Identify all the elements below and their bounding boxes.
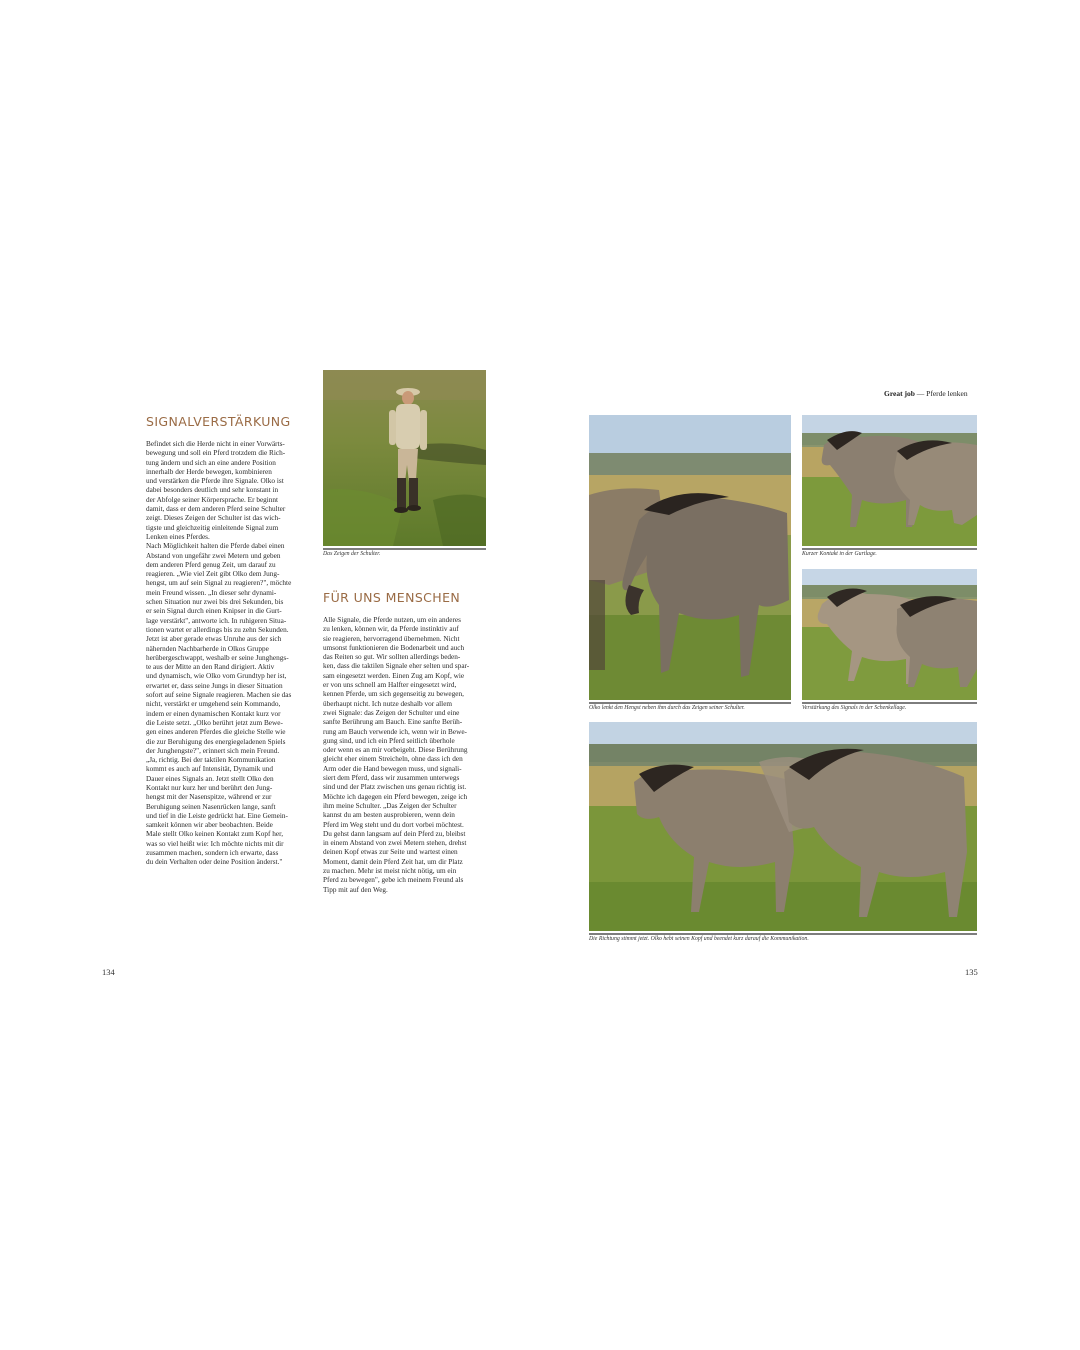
page-number-left: 134 xyxy=(102,967,115,977)
photo-signal-reinforcement xyxy=(802,569,977,700)
photo-caption: Das Zeigen der Schulter. xyxy=(323,551,381,557)
body-text-line: Nach Möglichkeit halten die Pferde dabei einen xyxy=(146,542,285,551)
body-text-line: kennen Pferde, um sich gegenseitig zu bewegen, xyxy=(323,690,464,699)
body-text-line: nicht, verstärkt er umgehend sein Kommando, xyxy=(146,700,281,709)
body-text-line: sanfte Berührung am Bauch. Eine sanfte Berüh- xyxy=(323,718,463,727)
body-text-line: Beruhigung seinen Nasenrücken lange, sanft xyxy=(146,802,276,811)
body-text-line: erwartet er, dass seine Jungs in dieser Situation xyxy=(146,681,283,690)
body-text-line: gleicht eher einem Streicheln, ohne dass ich den xyxy=(323,755,463,764)
body-text-line: Pferd im Weg steht und du dort vorbei möchtest. xyxy=(323,820,464,829)
body-text-line: die Leiste setzt. „Olko berührt jetzt zum Bewe- xyxy=(146,718,283,727)
body-text-line: er sein Signal durch einen Knipser in die Gurt- xyxy=(146,607,282,616)
body-text-line: das Reiten so gut. Wir sollten allerdings beden- xyxy=(323,653,461,662)
body-text-line: gung sind, und ich ein Pferd seitlich überhole xyxy=(323,736,455,745)
body-text-line: was so viel heißt wie: Ich möchte nichts mit dir xyxy=(146,839,284,848)
body-text-line: Tipp mit auf den Weg. xyxy=(323,885,388,894)
body-text-line: Du gehst dann langsam auf dein Pferd zu, bleibst xyxy=(323,829,466,838)
body-text-line: zwei Signale: das Zeigen der Schulter und eine xyxy=(323,708,460,717)
body-text-line: reagieren. „Wie viel Zeit gibt Olko dem Jung- xyxy=(146,570,280,579)
body-text-line: te aus der Mitte an den Rand dirigiert. Aktiv xyxy=(146,663,275,672)
body-text-line: er von uns schnell am Halfter eingesetzt wird, xyxy=(323,681,457,690)
body-text-line: herübergeschwappt, weshalb er seine Junghengs- xyxy=(146,653,289,662)
body-text-line: hengst, um auf sein Signal zu reagieren?", möchte xyxy=(146,579,292,588)
body-text-line: Moment, damit dein Pferd Zeit hat, um dir Platz xyxy=(323,857,463,866)
body-text-line: schen Situation nur zwei bis drei Sekunden, bis xyxy=(146,598,284,607)
section-heading-fuer-uns-menschen: FÜR UNS MENSCHEN xyxy=(323,590,461,605)
caption-rule xyxy=(323,548,486,550)
body-text-line: Möchte ich dagegen ein Pferd bewegen, zeige ich xyxy=(323,792,468,801)
body-text-line: tionen wartet er allerdings bis zu zehn Sekunden. xyxy=(146,625,289,634)
section-heading-signalverstaerkung: SIGNALVERSTÄRKUNG xyxy=(146,414,291,429)
body-text-line: ihm meine Schulter. „Das Zeigen der Schulter xyxy=(323,801,457,810)
caption-rule xyxy=(589,933,977,935)
body-text-line: die zur Beruhigung des energiegeladenen Spiels xyxy=(146,737,286,746)
body-text-line: und tief in die Leiste gedrückt hat. Eine Gemein- xyxy=(146,811,288,820)
running-head-title: Great job xyxy=(884,389,915,398)
body-text-line: tung ändern und sich an eine andere Position xyxy=(146,458,276,467)
body-text-line: überhaupt nicht. Ich nutze deshalb vor allem xyxy=(323,699,453,708)
body-text-line: mein Freund wissen. „In dieser sehr dynami- xyxy=(146,588,277,597)
body-text-line: Kontakt nur kurz her und berührt den Jung- xyxy=(146,783,273,792)
running-head-separator: — xyxy=(916,389,925,398)
body-text-line: in einem Abstand von zwei Metern stehen, drehst xyxy=(323,839,467,848)
body-text-line: oder wenn es an mir vorbeigeht. Diese Berührung xyxy=(323,746,468,755)
body-text-line: innerhalb der Herde bewegen, kombinieren xyxy=(146,467,272,476)
body-text-line: umsonst funktionieren die Bodenarbeit und auch xyxy=(323,643,465,652)
photo-contact-girth xyxy=(802,415,977,546)
body-text-line: Male stellt Olko keinen Kontakt zum Kopf her, xyxy=(146,830,284,839)
body-column-2 xyxy=(323,616,491,895)
body-text-line: lage verstärkt", antworte ich. In ruhigeren Situa- xyxy=(146,616,287,625)
caption-large-photo: Olko lenkt den Hengst neben ihm durch das Zeigen seiner Schulter. xyxy=(589,705,745,711)
body-text-line: sind und der Platz zwischen uns genau richtig ist. xyxy=(323,783,467,792)
body-text-line: zeigt. Dieses Zeigen der Schulter ist das wich- xyxy=(146,514,281,523)
caption-rule xyxy=(802,702,977,704)
body-text-line: Abstand von ungefähr zwei Metern und geben xyxy=(146,551,281,560)
body-text-line: Arm oder die Hand bewegen muss, und signali- xyxy=(323,764,462,773)
body-text-line: Dauer eines Signals an. Jetzt stellt Olko den xyxy=(146,774,274,783)
body-column-1 xyxy=(146,440,314,868)
page-number-right: 135 xyxy=(965,967,978,977)
body-text-line: der Abfolge seiner Körpersprache. Er beginnt xyxy=(146,495,279,504)
body-text-line: nähernden Nachbarherde in Olkos Gruppe xyxy=(146,644,269,653)
caption-mid-right-photo: Verstärkung des Signals in der Schenkellage. xyxy=(802,705,907,711)
body-text-line: Befindet sich die Herde nicht in einer Vorwärts- xyxy=(146,440,285,448)
caption-rule xyxy=(589,702,791,704)
body-text-line: indem er einen dynamischen Kontakt kurz vor xyxy=(146,709,281,718)
running-head xyxy=(884,389,968,398)
body-text-line: sie reagieren, hervorragend übernehmen. Nicht xyxy=(323,634,460,643)
caption-bottom-photo: Die Richtung stimmt jetzt. Olko hebt seinen Kopf und beendet kurz darauf die Kommunikation. xyxy=(589,936,809,942)
body-text-line: sofort auf seine Signale reagieren. Machen sie das xyxy=(146,691,292,700)
body-text-line: und dynamisch, wie Olko vom Grundtyp her ist, xyxy=(146,672,287,681)
photo-direction-correct xyxy=(589,722,977,931)
body-text-line: dem anderen Pferd genug Zeit, um darauf zu xyxy=(146,560,276,569)
body-text-line: Jetzt ist aber gerade etwas Unruhe aus der sich xyxy=(146,635,282,644)
running-head-chapter: Pferde lenken xyxy=(926,389,968,398)
body-text-line: kommt es auch auf Intensität, Dynamik und xyxy=(146,765,274,774)
caption-rule xyxy=(802,548,977,550)
body-text-line: sam eingesetzt werden. Einen Zug am Kopf, wie xyxy=(323,671,465,680)
photo-man-showing-shoulder xyxy=(323,370,486,546)
body-text-line: hengst mit der Nasenspitze, während er zur xyxy=(146,793,272,802)
body-text-line: kannst du am besten ausprobieren, wenn dein xyxy=(323,811,455,820)
body-text-line: Lenken eines Pferdes. xyxy=(146,532,210,541)
body-text-line: samkeit können wir aber beobachten. Beide xyxy=(146,821,273,830)
body-text-line: Alle Signale, die Pferde nutzen, um ein anderes xyxy=(323,616,461,624)
body-text-line: zu lenken, können wir, da Pferde instinktiv auf xyxy=(323,625,459,634)
body-text-line: deinen Kopf etwas zur Seite und wartest einen xyxy=(323,848,458,857)
body-text-line: dabei besonders deutlich und sehr konstant in xyxy=(146,486,279,495)
body-text-line: zusammen machen, sondern ich erwarte, dass xyxy=(146,849,279,858)
photo-olko-leading-stallion xyxy=(589,415,791,700)
body-text-line: siert dem Pferd, dass wir zusammen unterwegs xyxy=(323,774,460,783)
body-text-line: rung am Bauch verwende ich, wenn wir in Bewe- xyxy=(323,727,467,736)
body-text-line: der Junghengste?", erinnert sich mein Freund. xyxy=(146,746,280,755)
body-text-line: gen eines anderen Pferdes die gleiche Stelle wie xyxy=(146,728,286,737)
body-text-line: ken, dass die taktilen Signale eher selten und spar- xyxy=(323,662,470,671)
body-text-line: und verstärken die Pferde ihre Signale. Olko ist xyxy=(146,477,284,486)
body-text-line: „Ja, richtig. Bei der taktilen Kommunikation xyxy=(146,756,276,765)
body-text-line: damit, dass er dem anderen Pferd seine Schulter xyxy=(146,505,286,514)
body-text-line: Pferd zu bewegen", gebe ich meinem Freund als xyxy=(323,876,464,885)
body-text-line: bewegung und soll ein Pferd trotzdem die Rich- xyxy=(146,449,286,458)
body-text-line: du dein Verhalten oder deine Position änderst." xyxy=(146,858,283,867)
caption-top-right-photo: Kurzer Kontakt in der Gurtlage. xyxy=(802,551,877,557)
body-text-line: zu machen. Mehr ist meist nicht nötig, um ein xyxy=(323,867,457,876)
body-text-line: tigste und gleichzeitig einleitende Signal zum xyxy=(146,523,279,532)
